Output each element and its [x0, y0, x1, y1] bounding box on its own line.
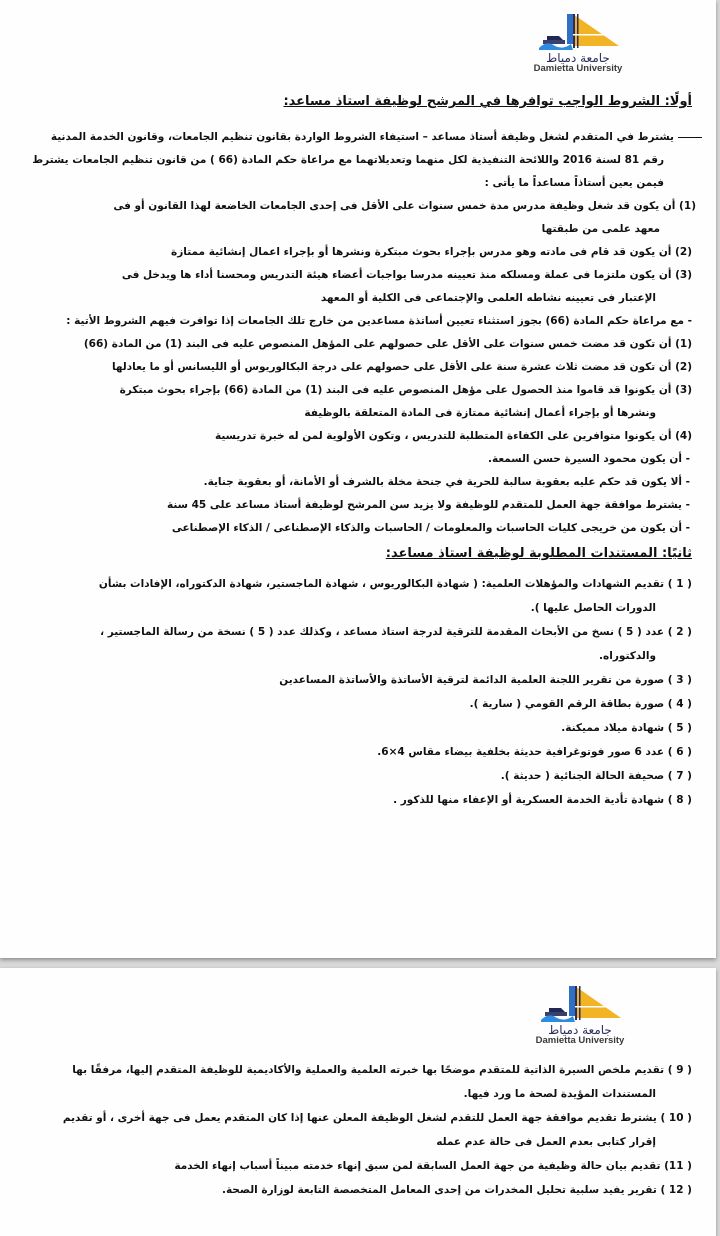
page-2-content [40, 1058, 702, 1202]
exception-intro: - مع مراعاة حكم المادة (66) بجوز استثناء تعيين أساتذة مساعدين من خارج تلك الجامعات إذا توافرت فيهم الشروط الأتية : [66, 315, 692, 327]
document-item: ( 11) تقديم بيان حالة وظيفية من جهة العمل السابقة لمن سبق إنهاء خدمته مبيناً أسباب إنهاء الخدمة [174, 1160, 692, 1172]
logo-emblem-icon [537, 982, 623, 1026]
document-item: ( 10 ) يشترط تقديم موافقة جهة العمل للتقدم لشغل الوظيفة المعلن عنها إذا كان المتقدم يعمل فى جهة أخرى ، أو تقديم إقرار كتابى بعدم العمل فى حالة عدم عمله [62, 1112, 692, 1148]
condition-item: (2) أن يكون قد قام فى مادته وهو مدرس بإجراء بحوث مبتكرة ونشرها أو بإجراء اعمال إنشائية ممتازة [171, 246, 692, 258]
document-item: ( 3 ) صورة من تقرير اللجنة العلمية الدائمة لترقية الأساتذة والأساتذة المساعدين [279, 674, 692, 686]
document-item: ( 2 ) عدد ( 5 ) نسخ من الأبحاث المقدمة للترقية لدرجة استاذ مساعد ، وكذلك عدد ( 5 ) نسخة من رسالة الماجستير ، والدكتوراه. [100, 626, 692, 662]
section-1-heading: أولًا: الشروط الواجب توافرها في المرشح لوظيفة استاذ مساعد: [283, 94, 692, 109]
document-item: ( 12 ) تقرير يفيد سلبية تحليل المخدرات من إحدى المعامل المتخصصة التابعة لوزارة الصحة. [221, 1184, 692, 1196]
page-1-content [8, 92, 702, 812]
condition-item: (3) أن يكون ملتزما فى عملة ومسلكه منذ تعيينه مدرسا بواجبات أعضاء هيئة التدريس ومحسنا أداء ها ويدخل فى الإعتبار فى تعيينه نشاطه العلمى والإجتماعى فى الكلية أو المعهد [121, 269, 692, 304]
document-item: ( 5 ) شهادة ميلاد مميكنة. [561, 722, 692, 734]
general-condition-item: - ألا يكون قد حكم عليه بعقوبة سالبة للحرية في جنحة مخلة بالشرف أو الأمانة، أو بعقوبة جناية. [203, 476, 690, 488]
general-condition-item: - يشترط موافقة جهة العمل للمتقدم للوظيفة ولا يزيد سن المرشح لوظيفة أستاذ مساعد على 45 سنة [166, 499, 690, 511]
exception-condition-item: (1) أن تكون قد مضت خمس سنوات على الأقل على حصولهم على المؤهل المنصوص عليه فى البند (1) من المادة (66) [83, 338, 692, 350]
general-condition-item: - أن يكون محمود السيرة حسن السمعة. [487, 453, 690, 465]
document-item: ( 8 ) شهادة تأدية الخدمة العسكرية أو الإعفاء منها للذكور . [393, 794, 692, 806]
document-item: ( 1 ) تقديم الشهادات والمؤهلات العلمية: ( شهادة البكالوريوس ، شهادة الماجستير، شهادة الدكتوراه، الإفادات بشأن الدورات الحاصل عليها ). [98, 578, 692, 614]
university-logo [524, 982, 636, 1046]
exception-condition-item: (4) أن يكونوا متوافرين على الكفاءة المتطلبة للتدريس ، وتكون الأولوية لمن له خبرة تدريسية [215, 430, 692, 442]
section-2-heading: ثانيًا: المستندات المطلوبة لوظيفة استاذ مساعد: [385, 546, 692, 561]
intro-paragraph [8, 126, 702, 195]
intro-line: رقم 81 لسنة 2016 واللائحة التنفيذية لكل منهما وتعديلاتهما مع مراعاة حكم المادة (66 ) من قانون تنظيم الجامعات يشترط [32, 154, 664, 166]
logo-emblem-icon [535, 10, 621, 54]
logo-arabic-name: جامعة دمياط [546, 51, 610, 65]
document-item: ( 6 ) عدد 6 صور فوتوغرافية حديثة بخلفية بيضاء مقاس 4×6. [377, 746, 692, 758]
intro-line: فيمن يعين أستاذاً مساعداً ما يأتى : [484, 177, 664, 189]
exception-condition-item: (3) أن يكونوا قد قاموا منذ الحصول على مؤهل المنصوص عليه فى البند (1) من المادة (66) بإجراء بحوث مبتكرة ونشرها أو بإجراء أعمال إنشائية ممتازة فى المادة المتعلقة بالوظيفة [119, 384, 692, 419]
document-page-2 [0, 968, 716, 1236]
document-item: ( 4 ) صورة بطاقة الرقم القومي ( سارية ). [469, 698, 692, 710]
intro-line: يشترط في المتقدم لشغل وظيفة أستاذ مساعد – استيفاء الشروط الواردة بقانون تنظيم الجامعات، وقانون الخدمة المدنية [8, 126, 702, 149]
exception-condition-item: (2) أن تكون قد مضت ثلاث عشرة سنة على الأقل على حصولهم على درجة البكالوريوس أو الليسانس أو ما يعادلها [111, 361, 692, 373]
logo-english-name: Damietta University [533, 63, 623, 74]
logo-english-name: Damietta University [535, 1035, 625, 1046]
document-item: ( 9 ) تقديم ملخص السيرة الذاتية للمتقدم موضحًا بها خبرته العلمية والعملية والأكاديمية للوظيفة المتقدم إليها، مرفقًا بها المستندات المؤيدة لصحة ما ورد فيها. [72, 1064, 692, 1100]
logo-arabic-name: جامعة دمياط [548, 1023, 612, 1037]
general-condition-item: - أن يكون من خريجى كليات الحاسبات والمعلومات / الحاسبات والذكاء الإصطناعى / الذكاء الإصطناعى [171, 522, 690, 534]
university-logo [522, 10, 634, 74]
dash-mark [678, 137, 702, 138]
document-item: ( 7 ) صحيفة الحالة الجنائية ( حديثة ). [500, 770, 692, 782]
condition-item: (1) أن يكون قد شغل وظيفة مدرس مدة خمس سنوات على الأقل فى إحدى الجامعات الخاضعة لهذا القانون أو فى معهد علمى من طبقتها [113, 200, 696, 235]
